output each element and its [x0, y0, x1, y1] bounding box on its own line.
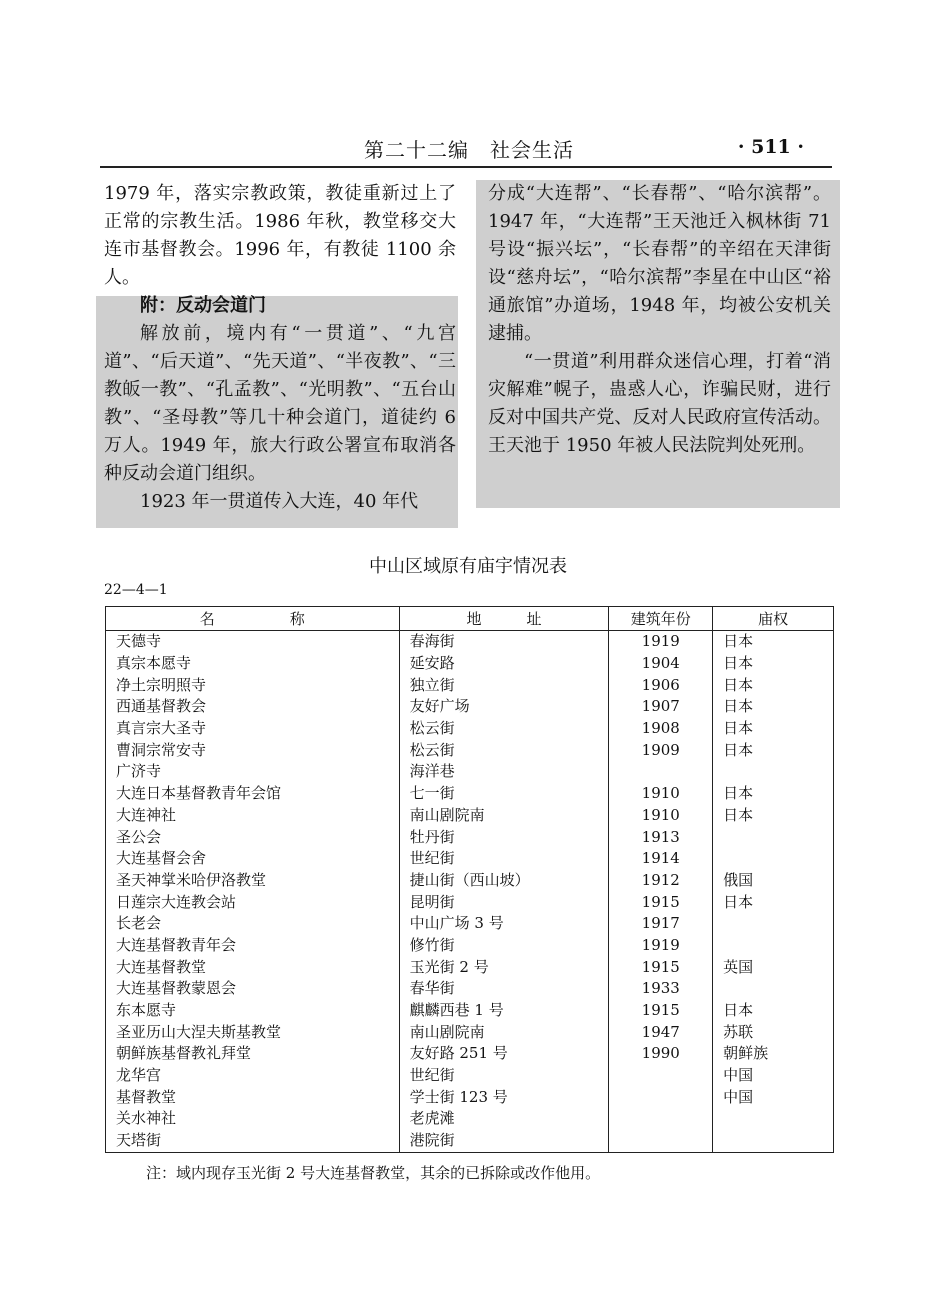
cell-ownership [713, 761, 834, 783]
cell-address: 松云街 [399, 718, 609, 740]
section-heading: 附：反动会道门 [140, 295, 266, 316]
cell-address: 麒麟西巷 1 号 [399, 1000, 609, 1022]
cell-name: 大连神社 [106, 805, 400, 827]
cell-name: 关水神社 [106, 1108, 400, 1130]
table-row [106, 761, 834, 783]
cell-name: 大连基督教青年会 [106, 935, 400, 957]
cell-ownership: 日本 [713, 631, 834, 653]
cell-year: 1919 [609, 631, 713, 653]
cell-ownership: 朝鲜族 [713, 1043, 834, 1065]
cell-address: 学士街 123 号 [399, 1086, 609, 1108]
table-title: 中山区域原有庙宇情况表 [369, 556, 567, 577]
header-ownership: 庙权 [713, 607, 834, 631]
table-row [106, 870, 834, 892]
table-note: 注：域内现存玉光街 2 号大连基督教堂，其余的已拆除或改作他用。 [146, 1164, 601, 1182]
cell-ownership: 中国 [713, 1086, 834, 1108]
table-row [106, 805, 834, 827]
cell-name: 真言宗大圣寺 [106, 718, 400, 740]
table-row [106, 739, 834, 761]
cell-year: 1912 [609, 870, 713, 892]
page-number: · 511 · [737, 136, 804, 158]
table-header-row [106, 607, 834, 631]
table-row [106, 783, 834, 805]
cell-address: 修竹街 [399, 935, 609, 957]
table-row [106, 1086, 834, 1108]
header-year: 建筑年份 [609, 607, 713, 631]
cell-address: 中山广场 3 号 [399, 913, 609, 935]
cell-name: 广济寺 [106, 761, 400, 783]
cell-ownership [713, 1130, 834, 1152]
cell-address: 南山剧院南 [399, 805, 609, 827]
cell-year: 1907 [609, 696, 713, 718]
cell-year: 1947 [609, 1021, 713, 1043]
cell-ownership [713, 935, 834, 957]
cell-address: 松云街 [399, 739, 609, 761]
left-paragraph-3: 1923 年一贯道传入大连，40 年代 [140, 491, 419, 512]
cell-year: 1917 [609, 913, 713, 935]
cell-ownership: 日本 [713, 718, 834, 740]
cell-address: 友好广场 [399, 696, 609, 718]
cell-year: 1990 [609, 1043, 713, 1065]
table-row [106, 935, 834, 957]
cell-ownership [713, 826, 834, 848]
cell-name: 圣亚历山大涅夫斯基教堂 [106, 1021, 400, 1043]
cell-ownership: 日本 [713, 696, 834, 718]
table-row [106, 1065, 834, 1087]
cell-year: 1910 [609, 805, 713, 827]
cell-address: 春海街 [399, 631, 609, 653]
table-row [106, 1108, 834, 1130]
table-row [106, 1021, 834, 1043]
cell-ownership: 英国 [713, 956, 834, 978]
right-column [488, 180, 831, 460]
cell-year: 1915 [609, 1000, 713, 1022]
right-paragraph-1: 分成“大连帮”、“长春帮”、“哈尔滨帮”。1947 年，“大连帮”王天池迁入枫林街 71 号设“振兴坛”，“长春帮”的辛绍在天津街设“慈舟坛”，“哈尔滨帮”李星在中山区“裕通旅馆”办道场，1948 年，均被公安机关逮捕。 [488, 183, 831, 344]
table-row [106, 653, 834, 675]
cell-ownership: 苏联 [713, 1021, 834, 1043]
cell-ownership: 日本 [713, 805, 834, 827]
cell-address: 捷山街（西山坡） [399, 870, 609, 892]
cell-year: 1914 [609, 848, 713, 870]
cell-address: 春华街 [399, 978, 609, 1000]
cell-name: 西通基督教会 [106, 696, 400, 718]
cell-ownership: 日本 [713, 891, 834, 913]
header-address: 地 址 [399, 607, 609, 631]
cell-year [609, 1065, 713, 1087]
cell-name: 大连日本基督教青年会馆 [106, 783, 400, 805]
cell-year: 1919 [609, 935, 713, 957]
cell-year: 1906 [609, 674, 713, 696]
cell-name: 真宗本愿寺 [106, 653, 400, 675]
cell-name: 龙华宫 [106, 1065, 400, 1087]
cell-name: 曹洞宗常安寺 [106, 739, 400, 761]
cell-address: 世纪街 [399, 848, 609, 870]
table-row [106, 848, 834, 870]
page-header [100, 132, 832, 168]
cell-address: 昆明街 [399, 891, 609, 913]
cell-ownership: 俄国 [713, 870, 834, 892]
cell-ownership: 日本 [713, 783, 834, 805]
cell-address: 南山剧院南 [399, 1021, 609, 1043]
cell-year [609, 1130, 713, 1152]
cell-address: 牡丹街 [399, 826, 609, 848]
cell-ownership: 日本 [713, 653, 834, 675]
table-row [106, 1043, 834, 1065]
cell-address: 港院街 [399, 1130, 609, 1152]
table-row [106, 674, 834, 696]
cell-year: 1908 [609, 718, 713, 740]
cell-address: 友好路 251 号 [399, 1043, 609, 1065]
cell-name: 天塔街 [106, 1130, 400, 1152]
table-row [106, 696, 834, 718]
cell-ownership: 日本 [713, 739, 834, 761]
cell-address: 延安路 [399, 653, 609, 675]
running-title: 第二十二编 社会生活 [364, 138, 574, 162]
cell-year [609, 761, 713, 783]
cell-name: 净土宗明照寺 [106, 674, 400, 696]
cell-year [609, 1108, 713, 1130]
table-row [106, 913, 834, 935]
cell-year: 1904 [609, 653, 713, 675]
left-column [104, 180, 456, 516]
cell-name: 大连基督教堂 [106, 956, 400, 978]
right-paragraph-2: “一贯道”利用群众迷信心理，打着“消灾解难”幌子，蛊惑人心，诈骗民财，进行反对中国共产党、反对人民政府宣传活动。王天池于 1950 年被人民法院判处死刑。 [488, 351, 831, 456]
table-row [106, 978, 834, 1000]
left-paragraph-1: 1979 年，落实宗教政策，教徒重新过上了正常的宗教生活。1986 年秋，教堂移交大连市基督教会。1996 年，有教徒 1100 余人。 [104, 183, 456, 288]
cell-name: 天德寺 [106, 631, 400, 653]
cell-name: 日莲宗大连教会站 [106, 891, 400, 913]
table-row [106, 1000, 834, 1022]
cell-address: 世纪街 [399, 1065, 609, 1087]
cell-name: 大连基督会舍 [106, 848, 400, 870]
table-id: 22—4—1 [104, 582, 168, 598]
cell-name: 圣公会 [106, 826, 400, 848]
cell-ownership [713, 913, 834, 935]
temples-table [105, 606, 834, 1153]
cell-name: 圣天神掌米哈伊洛教堂 [106, 870, 400, 892]
cell-name: 朝鲜族基督教礼拜堂 [106, 1043, 400, 1065]
cell-year: 1933 [609, 978, 713, 1000]
cell-ownership [713, 1108, 834, 1130]
cell-name: 基督教堂 [106, 1086, 400, 1108]
cell-ownership: 中国 [713, 1065, 834, 1087]
header-name: 名 称 [106, 607, 400, 631]
table-row [106, 826, 834, 848]
cell-address: 海洋巷 [399, 761, 609, 783]
cell-ownership [713, 848, 834, 870]
cell-year: 1915 [609, 891, 713, 913]
cell-name: 大连基督教蒙恩会 [106, 978, 400, 1000]
cell-year: 1915 [609, 956, 713, 978]
cell-address: 玉光街 2 号 [399, 956, 609, 978]
table-body [106, 631, 834, 1153]
cell-year: 1909 [609, 739, 713, 761]
left-paragraph-2: 解放前，境内有“一贯道”、“九宫道”、“后天道”、“先天道”、“半夜教”、“三教皈一教”、“孔孟教”、“光明教”、“五台山教”、“圣母教”等几十种会道门，道徒约 6 万人。1949 年，旅大行政公署宣布取消各种反动会道门组织。 [104, 323, 456, 484]
cell-name: 长老会 [106, 913, 400, 935]
table-row [106, 631, 834, 653]
cell-year: 1913 [609, 826, 713, 848]
cell-year: 1910 [609, 783, 713, 805]
cell-ownership: 日本 [713, 674, 834, 696]
table-row [106, 956, 834, 978]
cell-address: 七一街 [399, 783, 609, 805]
cell-address: 老虎滩 [399, 1108, 609, 1130]
cell-year [609, 1086, 713, 1108]
table-row [106, 718, 834, 740]
cell-address: 独立街 [399, 674, 609, 696]
cell-name: 东本愿寺 [106, 1000, 400, 1022]
cell-ownership [713, 978, 834, 1000]
cell-ownership: 日本 [713, 1000, 834, 1022]
table-row [106, 1130, 834, 1152]
table-row [106, 891, 834, 913]
